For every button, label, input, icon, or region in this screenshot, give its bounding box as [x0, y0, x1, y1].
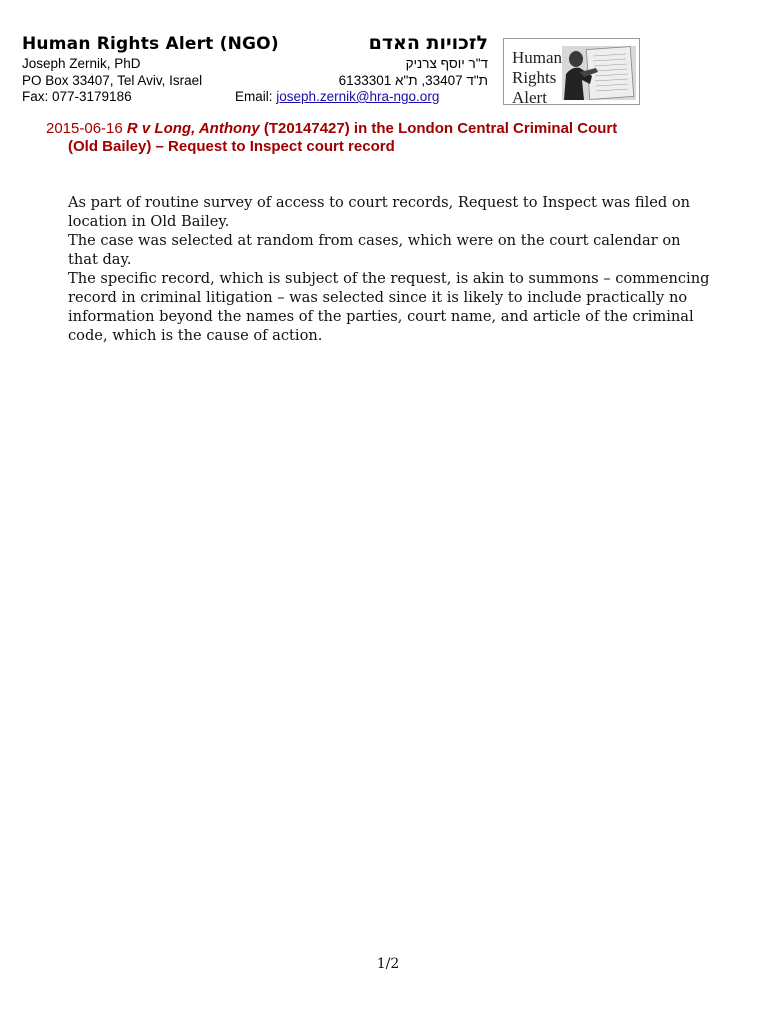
page-number: 1/2: [376, 956, 400, 972]
org-logo: [503, 38, 640, 105]
logo-photo-icon: [562, 46, 636, 100]
document-title: [46, 120, 726, 156]
paragraph-3: The specific record, which is subject of the request, is akin to summons – commencing record in criminal litigation – was selected since it is likely to include practically no information beyond the names of the parties, court name, and article of the criminal code, which is the cause of action.: [68, 270, 710, 344]
title-date: 2015-06-16: [46, 120, 123, 137]
logo-word-1: Human: [512, 48, 563, 67]
paragraph-1: As part of routine survey of access to court records, Request to Inspect was filed on location in Old Bailey.: [68, 194, 691, 230]
logo-wordmark: [512, 48, 562, 105]
logo-word-2: Rights: [512, 68, 557, 87]
title-subject: (Old Bailey) – Request to Inspect court record: [68, 138, 395, 155]
org-name: Human Rights Alert (NGO): [22, 34, 279, 54]
title-case-detail: (T20147427) in the London Central Criminal Court: [263, 120, 618, 137]
org-name-hebrew: לזכויות האדם: [368, 32, 488, 54]
email-link[interactable]: joseph.zernik@hra-ngo.org: [276, 89, 440, 104]
body-content: [68, 193, 710, 345]
logo-word-3: Alert: [512, 88, 547, 105]
author-name-hebrew: ד"ר יוסף צרניק: [405, 56, 488, 71]
letterhead: [22, 34, 488, 108]
postal-address-hebrew: ת"ד 33407, ת"א 6133301: [338, 73, 488, 88]
fax-number: Fax: 077-3179186: [22, 89, 132, 104]
paragraph-2: The case was selected at random from cases, which were on the court calendar on that day.: [68, 232, 681, 268]
postal-address: PO Box 33407, Tel Aviv, Israel: [22, 73, 203, 88]
title-case-name: R v Long, Anthony: [126, 120, 260, 137]
author-name: Joseph Zernik, PhD: [22, 56, 141, 71]
email-label: Email:: [235, 89, 273, 104]
email-line: [235, 89, 439, 105]
